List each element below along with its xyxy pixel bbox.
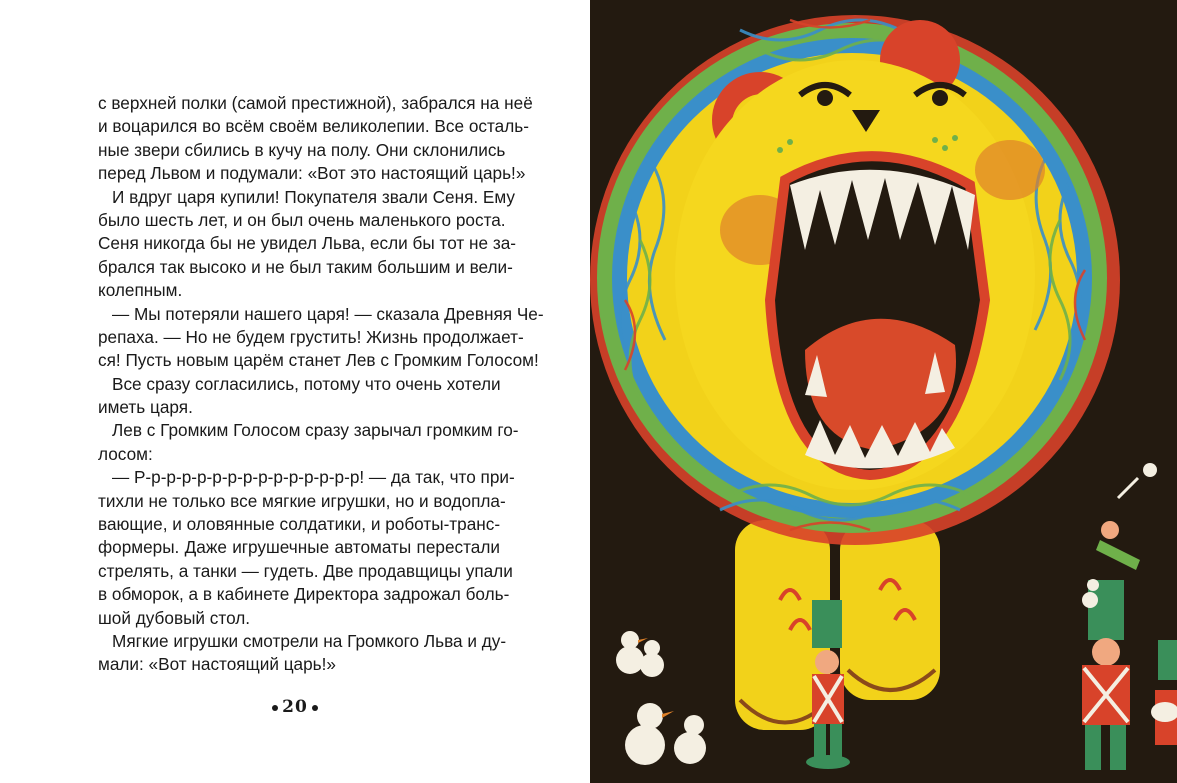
- text-line: Сеня никогда бы не увидел Льва, если бы тот не за-: [98, 233, 517, 254]
- text-line: тихли не только все мягкие игрушки, но и водопла-: [98, 490, 506, 511]
- text-line: шой дубовый стол.: [98, 607, 251, 628]
- page-number-value: 20: [282, 697, 308, 717]
- text-line: Все сразу согласились, потому что очень хотели: [112, 373, 501, 394]
- text-line: ные звери сбились в кучу на полу. Они склонились: [98, 139, 506, 160]
- right-page-illustration: [590, 0, 1177, 783]
- body-text: [98, 92, 544, 677]
- bullet-icon: [312, 705, 318, 711]
- text-line: И вдруг царя купили! Покупателя звали Сеня. Ему: [112, 186, 515, 207]
- text-line: с верхней полки (самой престижной), забрался на неё: [98, 93, 533, 113]
- text-line: в обморок, а в кабинете Директора задрожал боль-: [98, 584, 510, 605]
- text-line: перед Львом и подумали: «Вот это настоящий царь!»: [98, 163, 526, 184]
- text-line: Мягкие игрушки смотрели на Громкого Льва и ду-: [112, 630, 507, 651]
- lion-illustration: [590, 0, 1177, 783]
- text-line: колепным.: [98, 280, 183, 301]
- text-line: и воцарился во всём своём великолепии. Все осталь-: [98, 116, 529, 137]
- text-line: лосом:: [98, 443, 153, 464]
- text-line: иметь царя.: [98, 397, 193, 418]
- text-line: вающие, и оловянные солдатики, и роботы-транс-: [98, 514, 501, 535]
- text-line: стрелять, а танки — гудеть. Две продавщицы упали: [98, 560, 513, 581]
- text-line: — Мы потеряли нашего царя! — сказала Древняя Че-: [112, 303, 544, 324]
- text-line: брался так высоко и не был таким большим и вели-: [98, 256, 513, 277]
- text-line: репаха. — Но не будем грустить! Жизнь продолжает-: [98, 326, 524, 347]
- text-line: было шесть лет, и он был очень маленького роста.: [98, 209, 506, 230]
- text-line: формеры. Даже игрушечные автоматы перестали: [98, 537, 500, 558]
- text-line: ся! Пусть новым царём станет Лев с Громким Голосом!: [98, 350, 539, 371]
- page-number: [0, 697, 590, 717]
- text-line: — Р-р-р-р-р-р-р-р-р-р-р-р-р-р-р! — да так, что при-: [112, 467, 515, 488]
- bullet-icon: [272, 705, 278, 711]
- text-line: мали: «Вот настоящий царь!»: [98, 654, 336, 675]
- text-line: Лев с Громким Голосом сразу зарычал громким го-: [112, 420, 519, 441]
